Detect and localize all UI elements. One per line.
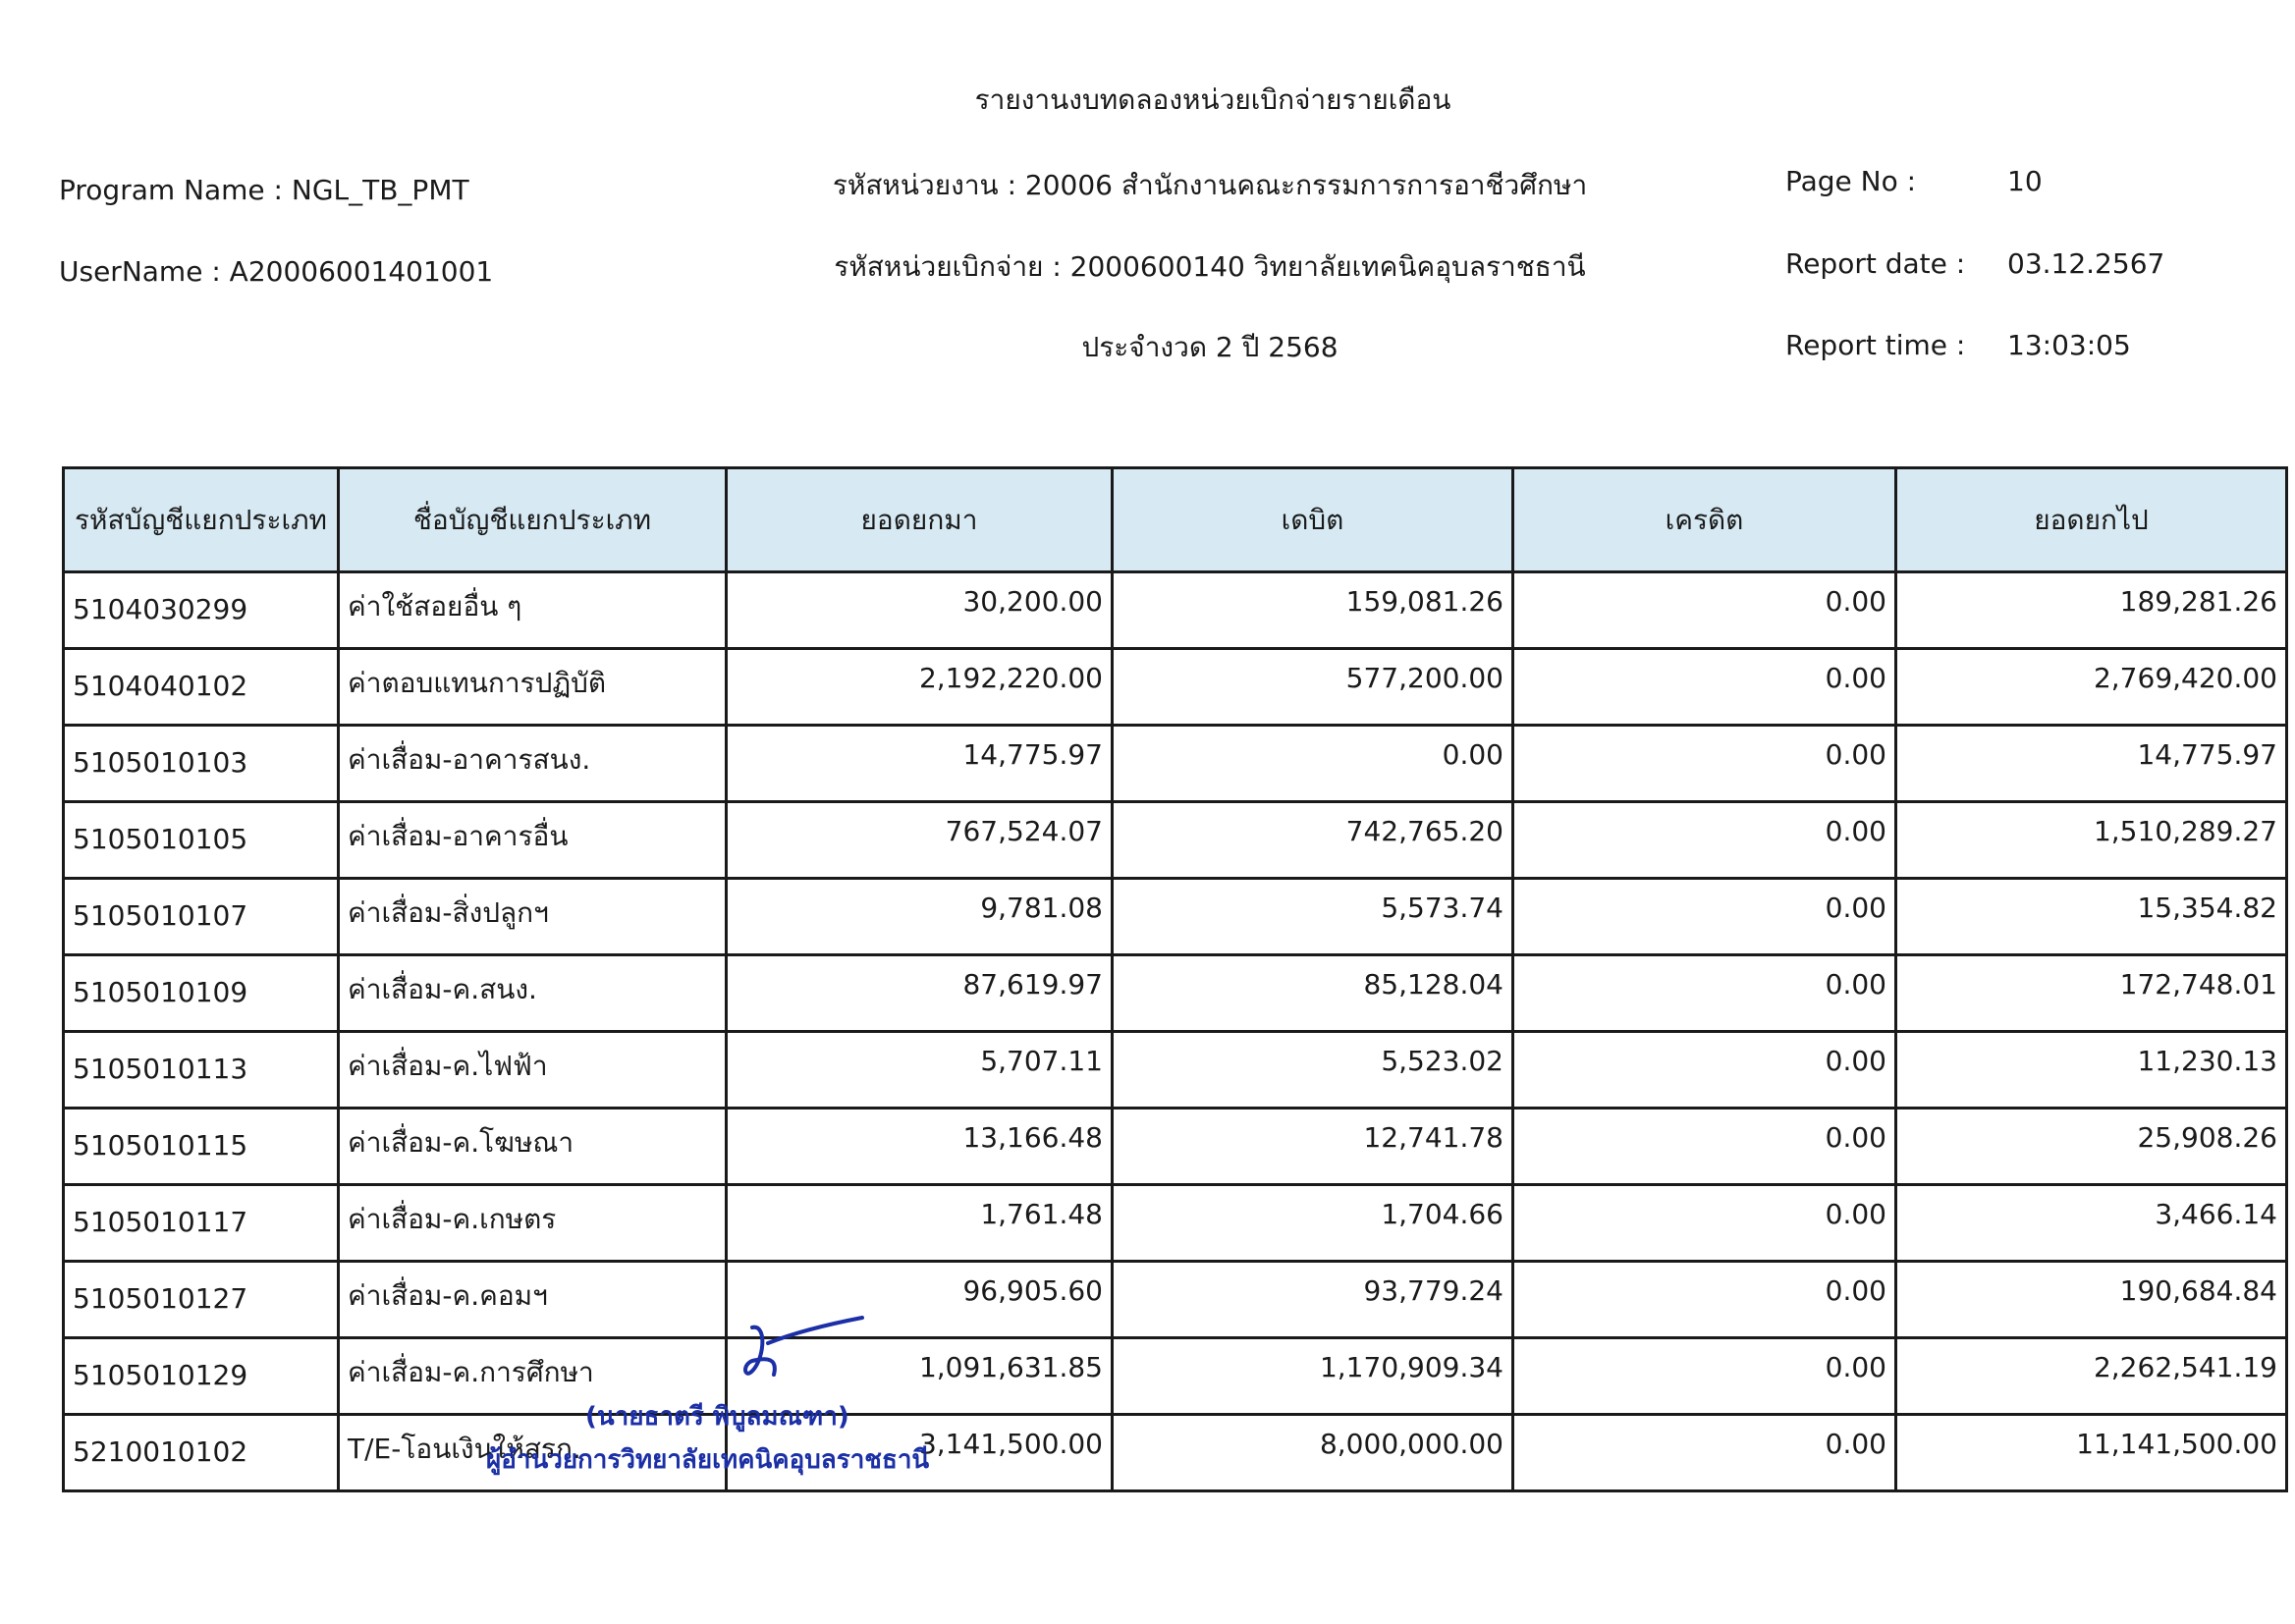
- page-no-label: Page No :: [1785, 165, 1917, 197]
- cell-carried-forward: 172,748.01: [1896, 955, 2287, 1032]
- cell-account-name: ค่าเสื่อม-ค.การศึกษา: [339, 1338, 727, 1415]
- cell-debit: 1,704.66: [1113, 1185, 1513, 1262]
- table-body: [64, 572, 2287, 1491]
- cell-debit: 12,741.78: [1113, 1109, 1513, 1185]
- cell-account-code: 5105010109: [64, 955, 339, 1032]
- cell-brought-forward: 13,166.48: [727, 1109, 1113, 1185]
- program-name: Program Name : NGL_TB_PMT: [59, 174, 469, 206]
- cell-brought-forward: 30,200.00: [727, 572, 1113, 649]
- cell-carried-forward: 2,262,541.19: [1896, 1338, 2287, 1415]
- table-row: [64, 879, 2287, 955]
- cell-brought-forward: 2,192,220.00: [727, 649, 1113, 726]
- table-row: [64, 1032, 2287, 1109]
- cell-account-name: ค่าเสื่อม-อาคารอื่น: [339, 802, 727, 879]
- cell-account-code: 5105010117: [64, 1185, 339, 1262]
- cell-credit: 0.00: [1513, 1185, 1896, 1262]
- cell-account-name: ค่าเสื่อม-ค.โฆษณา: [339, 1109, 727, 1185]
- report-time-label: Report time :: [1785, 329, 1966, 361]
- cell-brought-forward: 96,905.60: [727, 1262, 1113, 1338]
- cell-account-code: 5105010115: [64, 1109, 339, 1185]
- cell-account-code: 5105010103: [64, 726, 339, 802]
- cell-carried-forward: 15,354.82: [1896, 879, 2287, 955]
- page-no-value: 10: [2007, 165, 2043, 197]
- table-row: [64, 1262, 2287, 1338]
- cell-account-code: 5105010113: [64, 1032, 339, 1109]
- cell-carried-forward: 190,684.84: [1896, 1262, 2287, 1338]
- col-header-brought-forward: ยอดยกมา: [727, 468, 1113, 572]
- col-header-account-code: รหัสบัญชีแยกประเภท: [64, 468, 339, 572]
- report-time-value: 13:03:05: [2007, 329, 2131, 361]
- table-row: [64, 1185, 2287, 1262]
- cell-debit: 1,170,909.34: [1113, 1338, 1513, 1415]
- cell-account-name: ค่าเสื่อม-ค.เกษตร: [339, 1185, 727, 1262]
- cell-brought-forward: 3,141,500.00: [727, 1415, 1113, 1491]
- cell-credit: 0.00: [1513, 1338, 1896, 1415]
- signatory-name: (นายธาตรี พิบูลมณฑา): [585, 1402, 849, 1432]
- cell-account-code: 5210010102: [64, 1415, 339, 1491]
- disbursing-unit: รหัสหน่วยเบิกจ่าย : 2000600140 วิทยาลัยเทคนิคอุบลราชธานี: [834, 250, 1586, 283]
- agency-code: รหัสหน่วยงาน : 20006 สำนักงานคณะกรรมการการอาชีวศึกษา: [832, 169, 1588, 201]
- cell-credit: 0.00: [1513, 879, 1896, 955]
- cell-debit: 85,128.04: [1113, 955, 1513, 1032]
- cell-debit: 159,081.26: [1113, 572, 1513, 649]
- cell-credit: 0.00: [1513, 1415, 1896, 1491]
- cell-debit: 8,000,000.00: [1113, 1415, 1513, 1491]
- cell-brought-forward: 1,761.48: [727, 1185, 1113, 1262]
- cell-account-name: ค่าเสื่อม-ค.ไฟฟ้า: [339, 1032, 727, 1109]
- cell-credit: 0.00: [1513, 649, 1896, 726]
- cell-carried-forward: 1,510,289.27: [1896, 802, 2287, 879]
- col-header-account-name: ชื่อบัญชีแยกประเภท: [339, 468, 727, 572]
- table-row: [64, 1109, 2287, 1185]
- cell-carried-forward: 3,466.14: [1896, 1185, 2287, 1262]
- cell-credit: 0.00: [1513, 955, 1896, 1032]
- table-row: [64, 726, 2287, 802]
- cell-account-name: ค่าเสื่อม-อาคารสนง.: [339, 726, 727, 802]
- cell-account-name: ค่าเสื่อม-ค.สนง.: [339, 955, 727, 1032]
- table-row: [64, 1338, 2287, 1415]
- cell-account-name: T/E-โอนเงินให้สรก.: [339, 1415, 727, 1491]
- table-row: [64, 1415, 2287, 1491]
- cell-debit: 5,523.02: [1113, 1032, 1513, 1109]
- col-header-carried-forward: ยอดยกไป: [1896, 468, 2287, 572]
- cell-credit: 0.00: [1513, 572, 1896, 649]
- cell-credit: 0.00: [1513, 726, 1896, 802]
- cell-carried-forward: 189,281.26: [1896, 572, 2287, 649]
- signature-scribble-icon: [738, 1316, 866, 1394]
- report-period: ประจำงวด 2 ปี 2568: [1081, 331, 1339, 363]
- cell-brought-forward: 767,524.07: [727, 802, 1113, 879]
- table-row: [64, 649, 2287, 726]
- cell-brought-forward: 1,091,631.85: [727, 1338, 1113, 1415]
- cell-carried-forward: 11,141,500.00: [1896, 1415, 2287, 1491]
- cell-brought-forward: 87,619.97: [727, 955, 1113, 1032]
- cell-account-code: 5105010107: [64, 879, 339, 955]
- table-row: [64, 955, 2287, 1032]
- cell-debit: 93,779.24: [1113, 1262, 1513, 1338]
- cell-account-name: ค่าตอบแทนการปฏิบัติ: [339, 649, 727, 726]
- cell-account-name: ค่าใช้สอยอื่น ๆ: [339, 572, 727, 649]
- cell-carried-forward: 14,775.97: [1896, 726, 2287, 802]
- cell-account-code: 5105010127: [64, 1262, 339, 1338]
- cell-carried-forward: 2,769,420.00: [1896, 649, 2287, 726]
- cell-brought-forward: 14,775.97: [727, 726, 1113, 802]
- cell-account-code: 5105010129: [64, 1338, 339, 1415]
- cell-credit: 0.00: [1513, 1262, 1896, 1338]
- cell-debit: 5,573.74: [1113, 879, 1513, 955]
- cell-account-code: 5104040102: [64, 649, 339, 726]
- signatory-position: ผู้อำนวยการวิทยาลัยเทคนิคอุบลราชธานี: [486, 1445, 930, 1475]
- cell-debit: 577,200.00: [1113, 649, 1513, 726]
- report-date-value: 03.12.2567: [2007, 247, 2165, 280]
- cell-brought-forward: 5,707.11: [727, 1032, 1113, 1109]
- report-date-label: Report date :: [1785, 247, 1966, 280]
- cell-debit: 0.00: [1113, 726, 1513, 802]
- user-name: UserName : A20006001401001: [59, 255, 494, 288]
- table-header-row: [64, 468, 2287, 572]
- cell-carried-forward: 11,230.13: [1896, 1032, 2287, 1109]
- cell-credit: 0.00: [1513, 1032, 1896, 1109]
- trial-balance-table: [62, 466, 2288, 1492]
- col-header-debit: เดบิต: [1113, 468, 1513, 572]
- report-title: รายงานงบทดลองหน่วยเบิกจ่ายรายเดือน: [974, 83, 1451, 116]
- cell-account-name: ค่าเสื่อม-สิ่งปลูกฯ: [339, 879, 727, 955]
- cell-brought-forward: 9,781.08: [727, 879, 1113, 955]
- table-row: [64, 802, 2287, 879]
- col-header-credit: เครดิต: [1513, 468, 1896, 572]
- cell-account-name: ค่าเสื่อม-ค.คอมฯ: [339, 1262, 727, 1338]
- table-row: [64, 572, 2287, 649]
- cell-credit: 0.00: [1513, 802, 1896, 879]
- cell-account-code: 5105010105: [64, 802, 339, 879]
- cell-carried-forward: 25,908.26: [1896, 1109, 2287, 1185]
- cell-debit: 742,765.20: [1113, 802, 1513, 879]
- cell-credit: 0.00: [1513, 1109, 1896, 1185]
- cell-account-code: 5104030299: [64, 572, 339, 649]
